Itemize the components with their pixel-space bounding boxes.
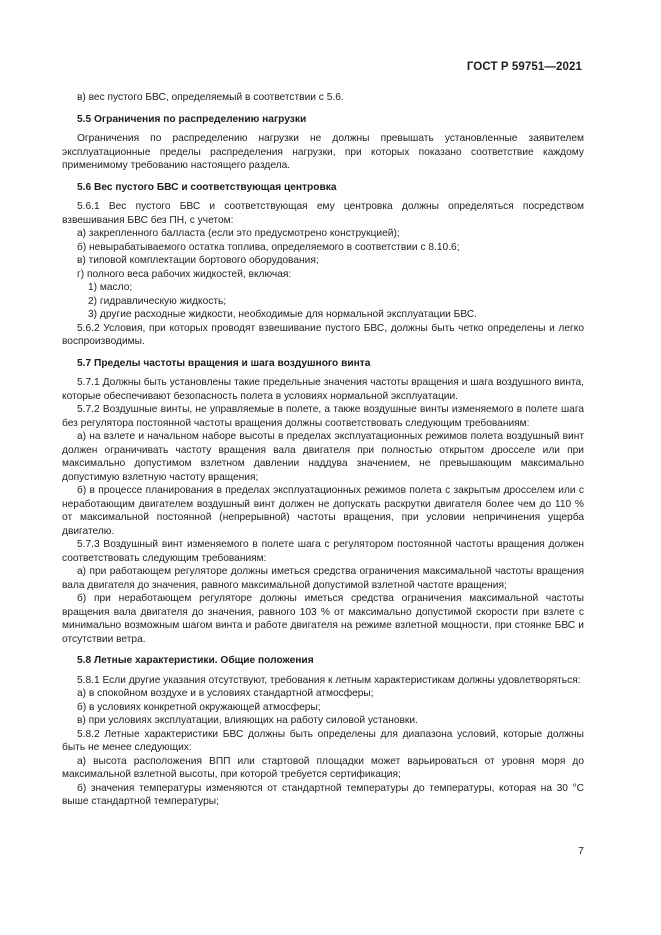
paragraph: Ограничения по распределению нагрузки не должны превышать установленные заявителем эксплуатационные пределы распределения нагрузки, при которых показано соответствие каждому применимому требованию настоящего раздела. <box>62 133 584 171</box>
page-number: 7 <box>578 845 584 857</box>
paragraph: 5.6.2 Условия, при которых проводят взвешивание пустого БВС, должны быть четко определены и легко воспроизводимы. <box>62 322 584 347</box>
list-item: б) невырабатываемого остатка топлива, определяемого в соответствии с 8.10.6; <box>77 241 460 253</box>
paragraph: б) в процессе планирования в пределах эксплуатационных режимов полета с закрытым дросселем или с неработающим двигателем воздушный винт должен не допускать раскрутки двигателя более чем до 110 % от максимальной постоянной (непрерывной) частоты вращения, при условии непричинения ущерба двигателю. <box>62 485 584 537</box>
document-code: ГОСТ Р 59751—2021 <box>466 61 582 73</box>
paragraph: б) при неработающем регуляторе должны иметься средства ограничения максимальной частоты вращения вала двигателя до значения, равного 103 % от максимально допустимой скорости при взлете с минимально возможным шагом винта и работе двигателя на режиме взлетной мощности, при стоянке БВС и отсутствии ветра. <box>62 593 584 645</box>
list-item: в) вес пустого БВС, определяемый в соответствии с 5.6. <box>77 92 344 103</box>
sub-list-item: 2) гидравлическую жидкость; <box>88 295 227 307</box>
list-item: а) в спокойном воздухе и в условиях стандартной атмосферы; <box>77 688 374 699</box>
list-item: в) типовой комплектации бортового оборудования; <box>77 255 319 266</box>
document-body <box>62 91 584 809</box>
list-item: в) при условиях эксплуатации, влияющих на работу силовой установки. <box>77 715 418 726</box>
paragraph: б) значения температуры изменяются от стандартной температуры до температуры, которая на 30 °С выше стандартной температуры; <box>62 782 584 807</box>
section-heading: 5.5 Ограничения по распределению нагрузки <box>77 113 307 125</box>
list-item: г) полного веса рабочих жидкостей, включая: <box>77 268 292 280</box>
sub-list-item: 3) другие расходные жидкости, необходимые для нормальной эксплуатации БВС. <box>88 309 478 320</box>
paragraph: 5.7.3 Воздушный винт изменяемого в полете шага с регулятором постоянной частоты вращения должен соответствовать следующим требованиям: <box>62 539 584 564</box>
paragraph: 5.7.1 Должны быть установлены такие предельные значения частоты вращения и шага воздушного винта, которые обеспечивают безопасность полета в условиях нормальной эксплуатации. <box>62 377 584 402</box>
paragraph: 5.6.1 Вес пустого БВС и соответствующая ему центровка должны определяться посредством взвешивания БВС без ПН, с учетом: <box>62 201 584 226</box>
paragraph: а) на взлете и начальном наборе высоты в пределах эксплуатационных режимов полета воздушный винт должен ограничивать частоту вращения вала двигателя при полностью открытом дросселе или при максимально допустимом взлетном давлении наддува значением, не превышающим максимально допустимую взлетную частоту вращения; <box>62 431 584 483</box>
list-item: б) в условиях конкретной окружающей атмосферы; <box>77 701 321 713</box>
paragraph: 5.8.1 Если другие указания отсутствуют, требования к летным характеристикам должны удовлетворяться: <box>77 674 581 686</box>
paragraph: 5.8.2 Летные характеристики БВС должны быть определены для диапазона условий, которые должны быть не менее следующих: <box>62 728 584 753</box>
sub-list-item: 1) масло; <box>88 282 133 293</box>
list-item: а) закрепленного балласта (если это предусмотрено конструкцией); <box>77 228 400 239</box>
section-heading: 5.7 Пределы частоты вращения и шага воздушного винта <box>77 357 371 369</box>
paragraph: а) высота расположения ВПП или стартовой площадки может варьироваться от уровня моря до максимальной взлетной высоты, при которой требуется сертификация; <box>62 755 584 780</box>
paragraph: 5.7.2 Воздушные винты, не управляемые в полете, а также воздушные винты изменяемого в полете шага без регулятора постоянной частоты вращения должны соответствовать следующим требованиям: <box>62 404 584 429</box>
paragraph: а) при работающем регуляторе должны иметься средства ограничения максимальной частоты вращения вала двигателя до значения, равного максимальной допустимой взлетной частоте вращения; <box>62 566 584 591</box>
section-heading: 5.8 Летные характеристики. Общие положения <box>77 655 314 666</box>
section-heading: 5.6 Вес пустого БВС и соответствующая центровка <box>77 181 337 193</box>
